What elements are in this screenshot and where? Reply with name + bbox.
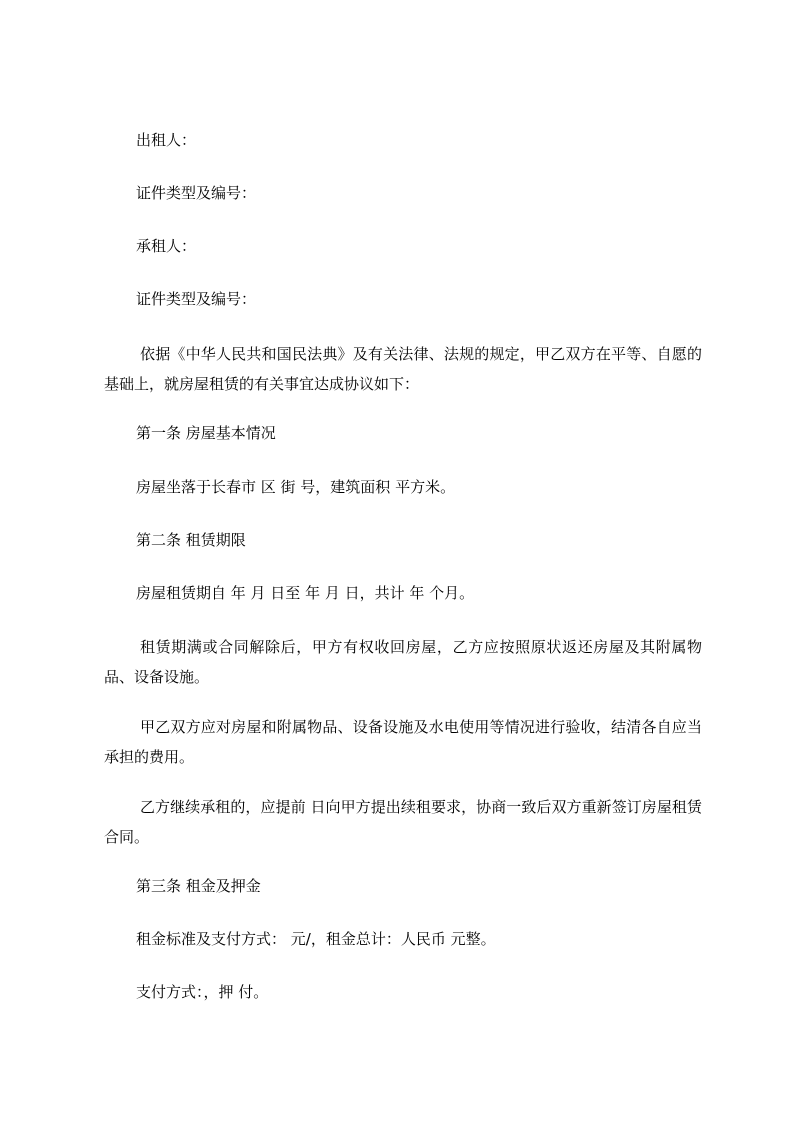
- article-2-renewal-paragraph: 乙方继续承租的，应提前 日向甲方提出续租要求，协商一致后双方重新签订房屋租赁合同。: [104, 798, 702, 846]
- article-2-heading: 第二条 租赁期限: [136, 531, 246, 549]
- article-2-inspection-paragraph: 甲乙双方应对房屋和附属物品、设备设施及水电使用等情况进行验收，结清各自应当承担的费用。: [104, 718, 702, 766]
- lessee-line: 承租人：: [136, 237, 197, 255]
- article-3-heading: 第三条 租金及押金: [136, 877, 261, 895]
- article-3-rent-line: 租金标准及支付方式： 元/，租金总计：人民币 元整。: [136, 930, 496, 948]
- article-2-term-line: 房屋租赁期自 年 月 日至 年 月 日，共计 年 个月。: [136, 584, 475, 602]
- lessor-line: 出租人：: [136, 131, 197, 149]
- article-1-heading: 第一条 房屋基本情况: [136, 424, 276, 442]
- article-3-payment-line: 支付方式：，押 付。: [136, 983, 269, 1001]
- article-1-location-line: 房屋坐落于长春市 区 街 号，建筑面积 平方米。: [136, 478, 456, 496]
- lessor-id-line: 证件类型及编号：: [136, 184, 257, 202]
- article-2-expiry-paragraph: 租赁期满或合同解除后，甲方有权收回房屋，乙方应按照原状返还房屋及其附属物品、设备设施。: [104, 638, 702, 686]
- lessee-id-line: 证件类型及编号：: [136, 290, 257, 308]
- preamble-paragraph: 依据《中华人民共和国民法典》及有关法律、法规的规定，甲乙双方在平等、自愿的基础上，就房屋租赁的有关事宜达成协议如下：: [104, 345, 702, 393]
